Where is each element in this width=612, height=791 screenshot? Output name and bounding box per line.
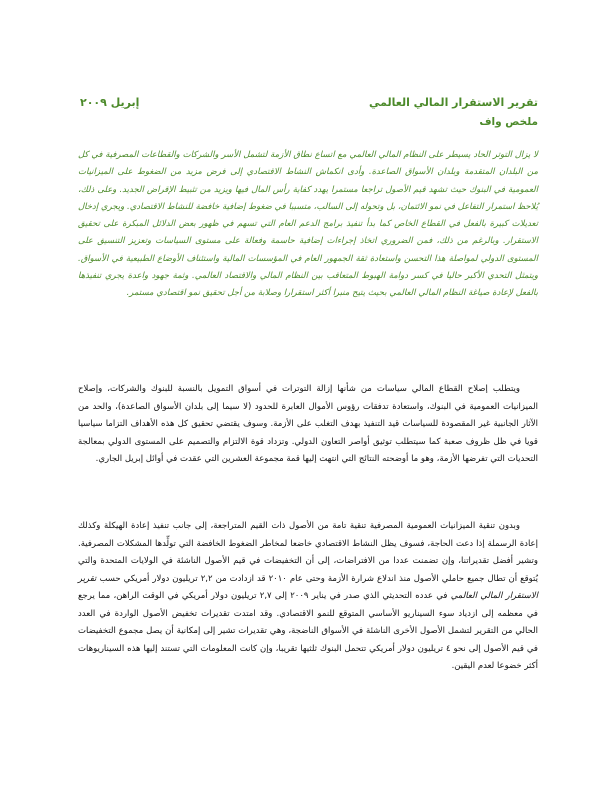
report-date: إبريل ٢٠٠٩ [80,96,140,109]
report-name-italic: تقرير الاستقرار المالي العالمي [78,573,538,601]
body-paragraph-2 [78,518,538,676]
body-paragraph-2-text-b: في عدده التحديثي الذي صدر في يناير ٢٠٠٩ إلى ٢,٧ تريليون دولار أمريكي في الوقت الراهن، مما يرجع في معظمه إلى ازدياد سوء السيناريو الأساسي المتوقع للنمو الاقتصادي. وقد امتدت تقديرات تخفيض الأصول الواردة في العدد الحالي من التقرير لتشمل الأصول الأخرى الناشئة في الأسواق الناضجة، وهي تقديرات تشير إلى إمكانية أن يصل مجموع التخفيضات في قيم الأصول إلى نحو ٤ تريليون دولار أمريكي تتحمل البنوك ثلثيها تقريبا، وإن كانت المعلومات التي تستند إليها هذه السيناريوهات أكثر خضوعا لعدم اليقين. [78,591,538,671]
report-header [78,96,538,112]
summary-paragraph: لا يزال التوتر الحاد يسيطر على النظام المالي العالمي مع اتساع نطاق الأزمة لتشمل الأسر والشركات والقطاعات المصرفية في كل من البلدان المتقدمة وبلدان الأسواق الصاعدة. وأدى انكماش النشاط الاقتصادي إلى فرض مزيد من الضغوط على الميزانيات العمومية في البنوك حيث تشهد قيم الأصول تراجعا مستمرا يهدد كفاية رأس المال فيها ويزيد من تثبيط الإقراض الجديد. وعلى ذلك، يُلاحظ استمرار التفاعل في نمو الائتمان، بل وتحوله إلى السالب، متسببا في ضغوط إضافية خافضة للنشاط الاقتصادي. ويجري إدخال تعديلات كبيرة بالفعل في القطاع الخاص كما بدأ تنفيذ برامج الدعم العام التي تسهم في ظهور بعض الدلائل المبكرة على تحقيق الاستقرار. وبالرغم من ذلك، فمن الضروري اتخاذ إجراءات إضافية حاسمة وفعالة على مستوى السياسات وتعزيز التنسيق على المستوى الدولي لمواصلة هذا التحسن واستعادة ثقة الجمهور العام في المؤسسات المالية واستئناف الأوضاع الطبيعية في الأسواق. ويتمثل التحدي الأكبر حاليا في كسر دوامة الهبوط المتعاقب بين النظام المالي والاقتصاد العالمي. وثمة جهود واعدة يجري تنفيذها بالفعل لإعادة صياغة النظام المالي العالمي بحيث يتيح منبرا أكثر استقرارا وصلابة من أجل تحقيق نمو اقتصادي مستمر. [78,150,538,299]
report-subtitle: ملخص واف [479,116,538,128]
body-paragraph-1: ويتطلب إصلاح القطاع المالي سياسات من شأنها إزالة التوترات في أسواق التمويل بالنسبة للبنوك والشركات، وإصلاح الميزانيات العمومية في البنوك، واستعادة تدفقات رؤوس الأموال العابرة للحدود (لا سيما إلى بلدان الأسواق الصاعدة)، والحد من الآثار الجانبية غير المقصودة للسياسات قيد التنفيذ بهدف التغلب على الأزمة. وسوف يقتضي تحقيق كل هذه الأهداف التزاما سياسيا قويا في ظل ظروف صعبة كما سيتطلب توثيق أواصر التعاون الدولي. وتزداد قوة الالتزام والتصميم على المستوى الدولي بمعالجة التحديات التي تفرضها الأزمة، وهو ما أوضحته النتائج التي انتهت إليها قمة مجموعة العشرين التي عقدت في أوائل إبريل الجاري. [78,384,538,464]
report-title: تقرير الاستقرار المالي العالمي [368,96,538,109]
body-paragraph-2-text-a: وبدون تنقية الميزانيات العمومية المصرفية تنقية تامة من الأصول ذات القيم المتراجعة، إلى جانب تنفيذ إعادة الهيكلة وكذلك إعادة الرسملة إذا دعت الحاجة، فسوف يظل النشاط الاقتصادي خاضعا لمخاطر الضغوط الخافضة التي تولِّدها المشكلات المصرفية. وتشير أفضل تقديراتنا، وإن تضمنت عددا من الافتراضات، إلى أن التخفيضات في قيم الأصول الناشئة في الولايات المتحدة والتي يُتوقع أن تطال جميع حاملي الأصول منذ اندلاع شرارة الأزمة وحتى عام ٢٠١٠ قد ازدادت من ٢,٢ تريليون دولار أمريكي حسب [78,521,538,584]
